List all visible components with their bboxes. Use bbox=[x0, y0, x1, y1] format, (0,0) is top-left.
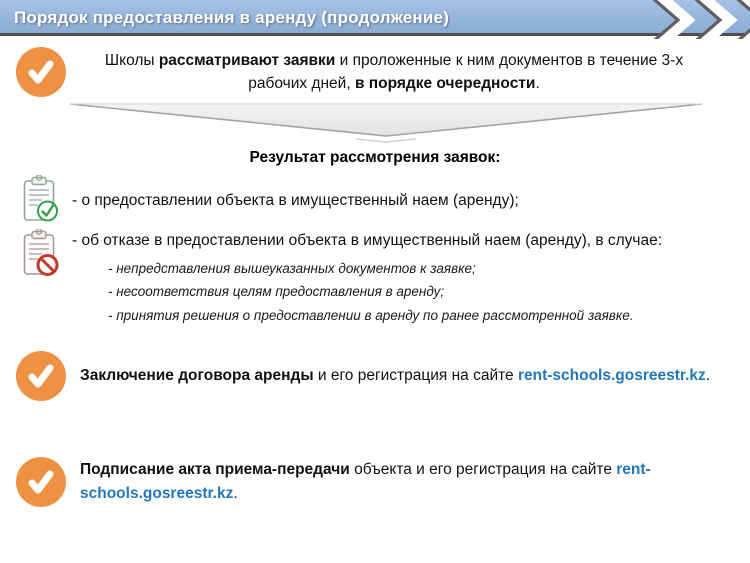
contract-bold: Заключение договора аренды bbox=[80, 366, 314, 384]
review-text-mid: и проложенные к ним документов в течение 3-х рабочих дней, bbox=[248, 51, 684, 92]
clipboard-approve-icon bbox=[20, 175, 60, 225]
step-act bbox=[16, 457, 738, 507]
act-bold: Подписание акта приема-передачи bbox=[80, 460, 350, 478]
review-text-start: Школы bbox=[104, 51, 159, 69]
act-site-link[interactable]: rent-schools.gosreestr.kz bbox=[80, 460, 651, 502]
review-bold-2: в порядке очередности bbox=[354, 75, 536, 92]
outcome-deny bbox=[20, 229, 736, 327]
check-circle-icon bbox=[16, 351, 66, 401]
review-text-end: . bbox=[535, 75, 540, 92]
deny-reasons-list bbox=[108, 257, 662, 327]
step-contract bbox=[16, 351, 738, 401]
outcome-deny-texts bbox=[72, 229, 662, 327]
step-review bbox=[16, 47, 738, 97]
step-act-text bbox=[80, 458, 705, 506]
act-text-end: . bbox=[233, 484, 238, 502]
step-contract-text bbox=[80, 364, 710, 388]
outcome-deny-text: - об отказе в предоставлении объекта в имущественный наем (аренду), в случае: bbox=[72, 232, 663, 249]
chevron-arrows-icon bbox=[620, 0, 750, 39]
contract-text: и его регистрация на сайте bbox=[313, 366, 518, 384]
slide-title: Порядок предоставления в аренду (продолжение) bbox=[14, 8, 450, 27]
deny-reason-item: - несоответствия целям предоставления в аренду; bbox=[108, 284, 445, 300]
deny-reason-item: - непредставления вышеуказанных документов к заявке; bbox=[108, 261, 476, 277]
contract-text-end: . bbox=[705, 366, 711, 384]
contract-site-link[interactable]: rent-schools.gosreestr.kz bbox=[517, 366, 706, 384]
review-bold-1: рассматривают заявки bbox=[158, 51, 336, 69]
clipboard-deny-icon bbox=[20, 229, 60, 279]
outcome-approve-text: - о предоставлении объекта в имущественный наем (аренду); bbox=[72, 191, 519, 209]
check-circle-icon bbox=[16, 457, 66, 507]
outcome-approve-texts bbox=[72, 189, 519, 211]
act-text: объекта и его регистрация на сайте bbox=[349, 460, 617, 478]
deny-reason-item: - принятия решения о предоставлении в аренду по ранее рассмотренной заявке. bbox=[108, 307, 634, 323]
slide-header bbox=[0, 0, 750, 36]
merge-arrow-shape bbox=[70, 103, 702, 143]
step-review-text bbox=[74, 49, 714, 96]
check-circle-icon bbox=[16, 47, 66, 97]
outcome-approve bbox=[20, 175, 736, 225]
results-heading: Результат рассмотрения заявок: bbox=[249, 149, 501, 166]
